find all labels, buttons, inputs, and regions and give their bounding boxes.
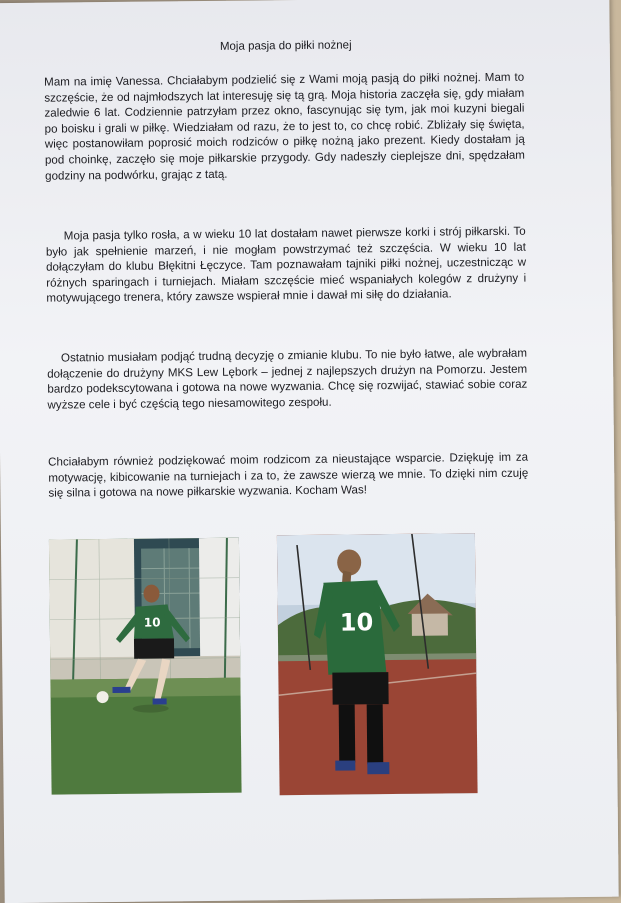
paragraph-thanks: Chciałabym również podziękować moim rodzicom za nieustające wsparcie. Dziękuję im za motywację, kibicowanie na turniejach i za to, że zawsze wierzą we mnie. To dzięki nim czuję się silna i gotowa na nowe piłkarskie wyzwania. Kocham Was! xyxy=(48,450,529,500)
paragraph-passion-growth: Moja pasja tylko rosła, a w wieku 10 lat dostałam nawet pierwsze korki i strój piłkarski. To było jak spełnienie marzeń, i nie mogłam powstrzymać też szczęścia. W wieku 10 lat dołączyłam do klubu Błękitni Łęczyce. Tam poznawałam tajniki piłki nożnej, uczestnicząc w różnych sparingach i turniejach. Miałam szczęście mieć wspaniałych kolegów z drużyny i motywującego trenera, który zawsze wspierał mnie i dawał mi siłę do działania. xyxy=(45,224,527,306)
paragraph-club-change: Ostatnio musiałam podjąć trudną decyzję o zmianie klubu. To nie było łatwe, ale wybrałam dołączenie do drużyny MKS Lew Lębork – jednej z najlepszych drużyn na Pomorzu. Jestem bardzo podekscytowana i gotowa na nowe wyzwania. Chcę się rozwijać, stawiać sobie coraz wyższe cele i być częścią tego niesamowitego zespołu. xyxy=(47,346,528,412)
left-jersey-number: 10 xyxy=(143,615,161,630)
photo-player-kicking xyxy=(49,538,242,795)
photo-player-back xyxy=(277,533,478,795)
document-title: Moja pasja do piłki nożnej xyxy=(219,39,352,53)
paragraph-intro: Mam na imię Vanessa. Chciałabym podzielić się z Wami moją pasją do piłki nożnej. Mam to szczęście, że od najmłodszych lat interesuję się tą grą. Moja historia zaczęła się, gdy miałam zaledwie 6 lat. Codziennie patrzyłam przez okno, fascynując się tym, jak moi kuzyni biegali po boisku i grali w piłkę. Wiedziałam od razu, że to jest to, co chcę robić. Zbliżały się święta, więc postanowiłam poprosić moich rodziców o piłkę nożną jako prezent. Kiedy dostałam ją pod choinkę, zaczęło się moje piłkarskie przygody. Gdy nadeszły cieplejsze dni, spędzałam godziny na podwórku, grając z tatą. xyxy=(44,70,525,183)
right-jersey-number: 10 xyxy=(339,608,374,637)
